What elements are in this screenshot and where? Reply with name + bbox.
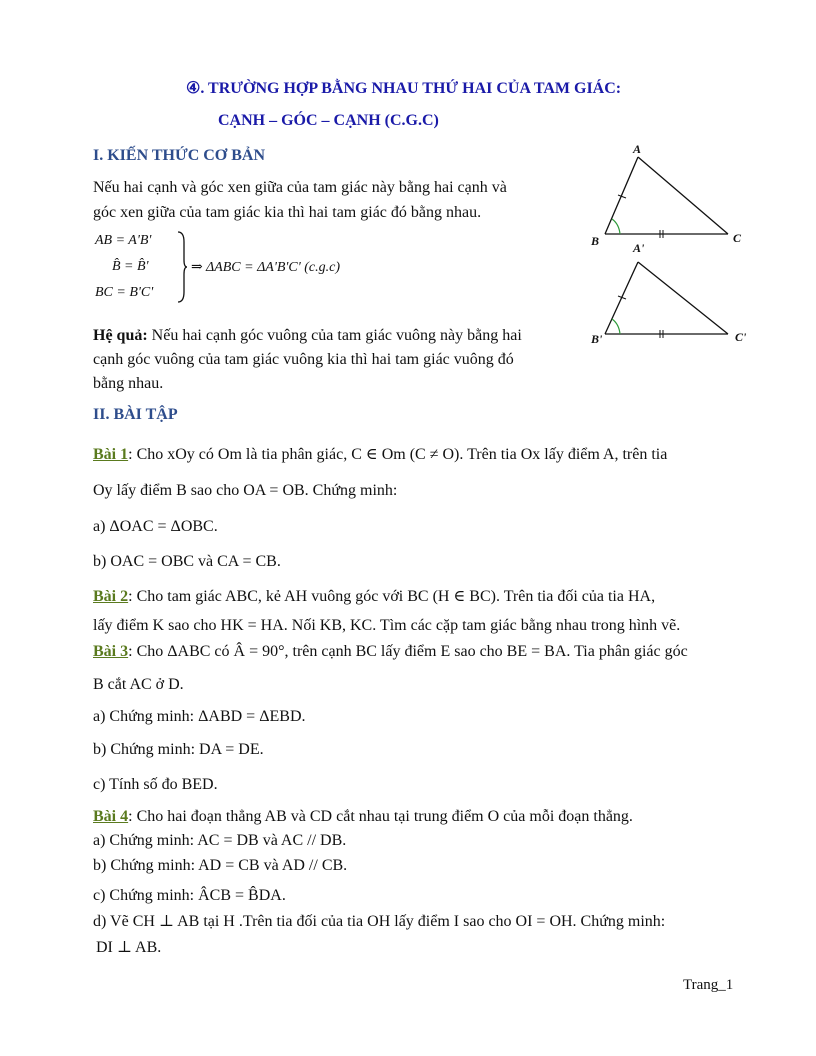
bai3-text: : Cho ΔABC có Â = 90°, trên cạnh BC lấy điểm E sao cho BE = BA. Tia phân giác góc: [128, 643, 688, 660]
corollary-label: Hệ quả:: [93, 327, 148, 344]
label-c: C: [733, 231, 742, 245]
bai3-label: Bài 3: [93, 643, 129, 660]
section-1-heading: I. KIẾN THỨC CƠ BẢN: [93, 147, 266, 164]
bai4-a: a) Chứng minh: AC = DB và AC // DB.: [93, 832, 347, 849]
angle-b-arc: [612, 219, 620, 234]
segment-ac: [638, 157, 728, 234]
label-b: B: [591, 234, 600, 248]
bai4-line-1: [93, 805, 633, 829]
bai1-line-2: Oy lấy điểm B sao cho OA = OB. Chứng minh:: [93, 482, 398, 499]
formula-result: ⇒ ΔABC = ΔA'B'C' (c.g.c): [191, 260, 340, 275]
formula-line-2: B̂ = B̂': [112, 259, 149, 274]
bai2-text: : Cho tam giác ABC, kẻ AH vuông góc với BC (H ∈ BC). Trên tia đối của tia HA,: [128, 588, 656, 605]
bai1-label: Bài 1: [93, 446, 129, 463]
bai2-line-1: [93, 585, 655, 609]
segment-a1b1: [605, 262, 638, 334]
bai1-b: b) OAC = OBC và CA = CB.: [93, 553, 281, 570]
title-line-1: ④. TRƯỜNG HỢP BẰNG NHAU THỨ HAI CỦA TAM GIÁC:: [186, 80, 622, 97]
bai1-text: : Cho xOy có Om là tia phân giác, C ∈ Om (C ≠ O). Trên tia Ox lấy điểm A, trên tia: [128, 446, 668, 463]
corollary-line-2: cạnh góc vuông của tam giác vuông kia thì hai tam giác vuông đó: [93, 351, 514, 368]
bai1-line-1: [93, 443, 667, 467]
bai3-c: c) Tính số đo BED.: [93, 776, 218, 793]
bai3-b: b) Chứng minh: DA = DE.: [93, 741, 264, 758]
title-line-2: CẠNH – GÓC – CẠNH (C.G.C): [218, 112, 439, 129]
brace-icon: [176, 230, 188, 304]
angle-b1-arc: [612, 319, 620, 334]
bai4-c: c) Chứng minh: ÂCB = B̂DA.: [93, 887, 286, 904]
bai3-line-2: B cắt AC ở D.: [93, 676, 184, 693]
bai3-line-1: [93, 640, 688, 664]
label-c-prime: C': [735, 330, 747, 344]
bai4-d-line-1: d) Vẽ CH ⊥ AB tại H .Trên tia đối của tia OH lấy điểm I sao cho OI = OH. Chứng minh:: [93, 913, 666, 930]
formula-line-3: BC = B'C': [95, 285, 154, 300]
segment-a1c1: [638, 262, 728, 334]
segment-ab: [605, 157, 638, 234]
bai2-line-2: lấy điểm K sao cho HK = HA. Nối KB, KC. Tìm các cặp tam giác bằng nhau trong hình vẽ.: [93, 617, 681, 634]
corollary-text: Nếu hai cạnh góc vuông của tam giác vuông này bằng hai: [147, 327, 522, 344]
theorem-line-1: Nếu hai cạnh và góc xen giữa của tam giác này bằng hai cạnh và: [93, 179, 507, 196]
bai3-a: a) Chứng minh: ΔABD = ΔEBD.: [93, 708, 306, 725]
theorem-line-2: góc xen giữa của tam giác kia thì hai tam giác đó bằng nhau.: [93, 204, 482, 221]
label-b-prime: B': [591, 332, 603, 346]
section-2-heading: II. BÀI TẬP: [93, 406, 178, 423]
bai4-b: b) Chứng minh: AD = CB và AD // CB.: [93, 857, 348, 874]
corollary-line-1: [93, 324, 522, 348]
corollary-line-3: bằng nhau.: [93, 375, 164, 392]
bai4-label: Bài 4: [93, 808, 129, 825]
label-a: A: [633, 142, 642, 156]
bai4-d-line-2: DI ⊥ AB.: [96, 939, 162, 956]
formula-line-1: AB = A'B': [95, 233, 152, 248]
bai4-text: : Cho hai đoạn thẳng AB và CD cắt nhau tại trung điểm O của mỗi đoạn thẳng.: [128, 808, 633, 825]
label-a-prime: A': [633, 241, 645, 255]
page-number: Trang_1: [683, 977, 734, 993]
bai2-label: Bài 2: [93, 588, 129, 605]
bai1-a: a) ΔOAC = ΔOBC.: [93, 518, 218, 535]
